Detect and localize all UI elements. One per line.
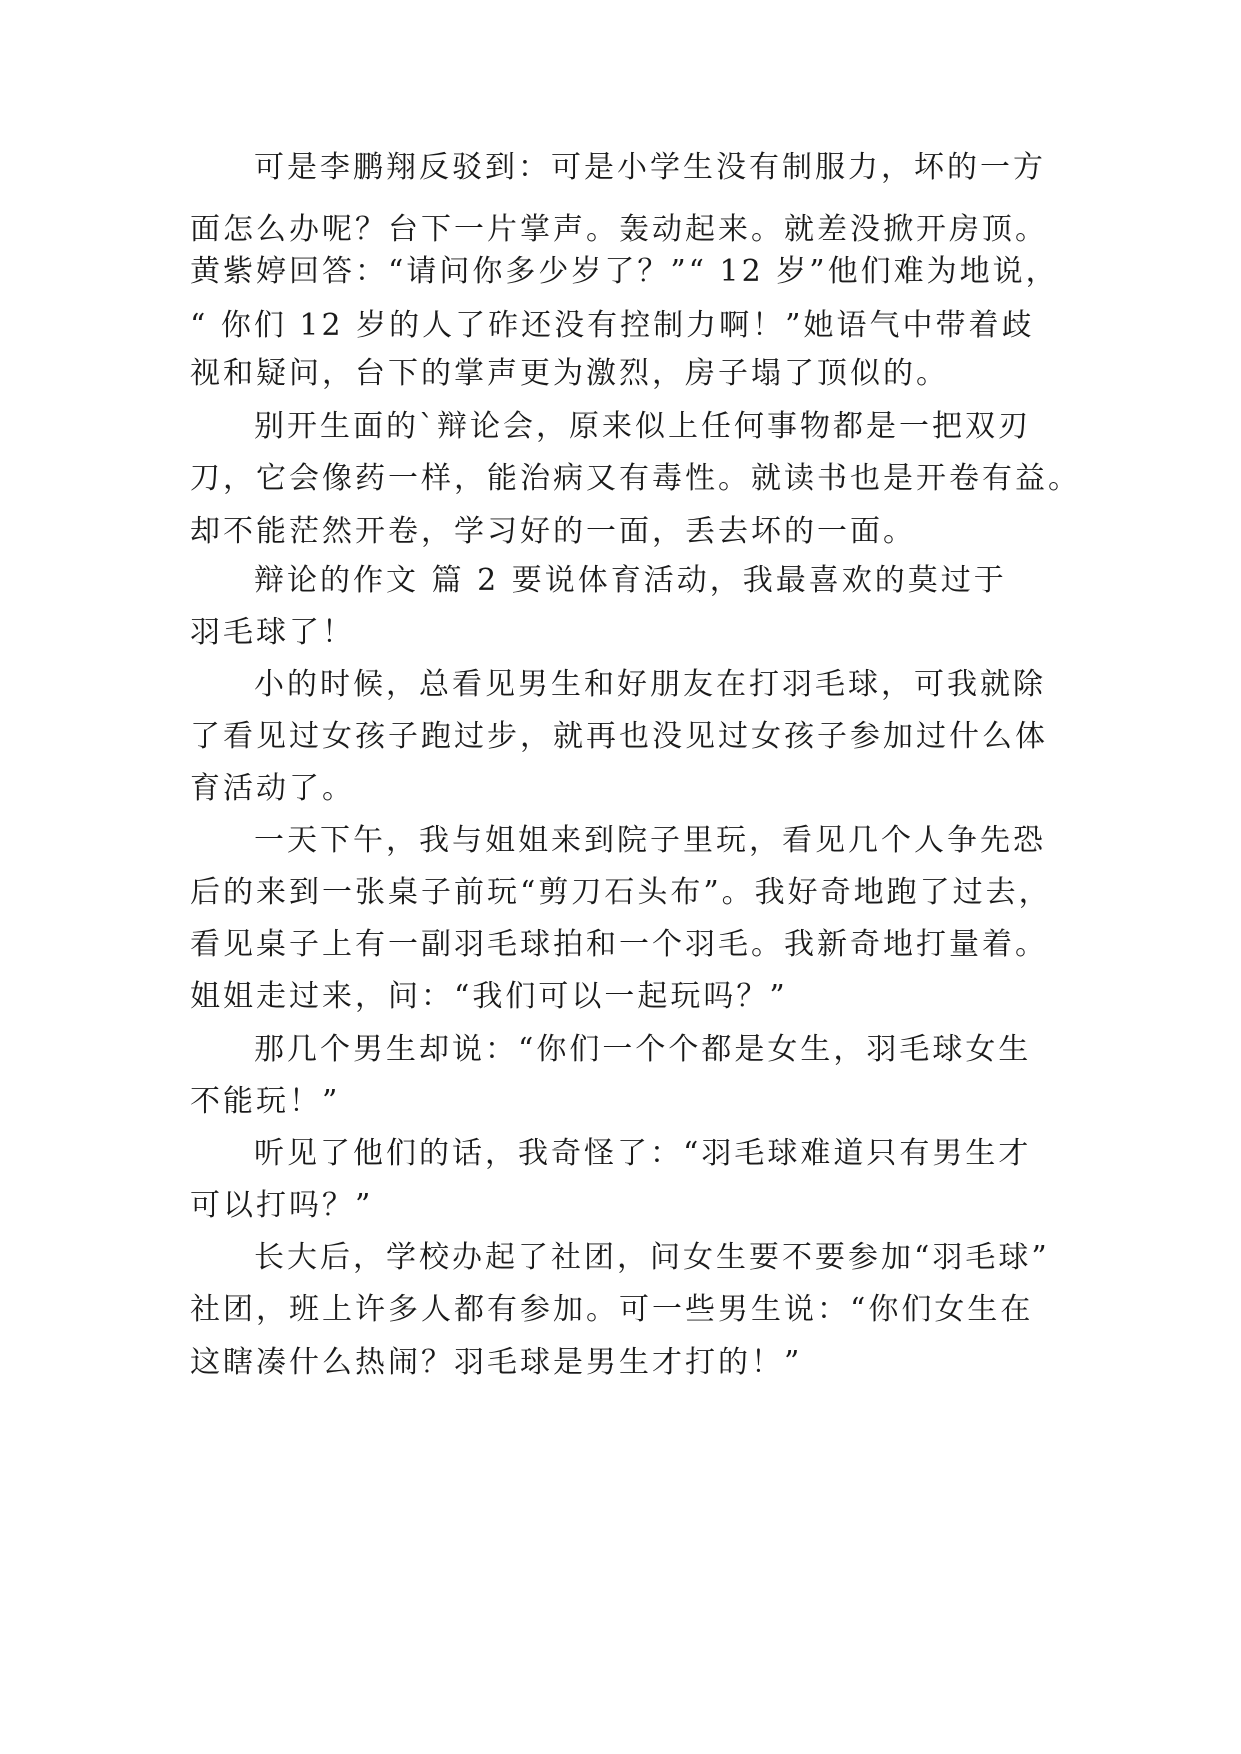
text-line: 可以打吗？” [190, 1188, 374, 1223]
text-line: 那几个男生却说：“你们一个个都是女生，羽毛球女生 [254, 1032, 1032, 1067]
text-line: 姐姐走过来，问：“我们可以一起玩吗？” [190, 979, 788, 1014]
text-line: 小的时候，总看见男生和好朋友在打羽毛球，可我就除 [254, 667, 1046, 702]
text-line: 面怎么办呢？台下一片掌声。轰动起来。就差没掀开房顶。 [190, 212, 1048, 247]
text-line: 一天下午，我与姐姐来到院子里玩，看见几个人争先恐 [254, 823, 1046, 858]
text-line: 可是李鹏翔反驳到：可是小学生没有制服力，坏的一方 [254, 150, 1046, 185]
text-line: 黄紫婷回答：“请问你多少岁了？”“ 12 岁”他们难为地说， [190, 254, 1059, 289]
text-line: 辩论的作文 篇 2 要说体育活动，我最喜欢的莫过于 [254, 563, 1007, 598]
text-line: 后的来到一张桌子前玩“剪刀石头布”。我好奇地跑了过去， [190, 875, 1052, 910]
text-line: 了看见过女孩子跑过步，就再也没见过女孩子参加过什么体 [190, 719, 1048, 754]
text-line: 社团，班上许多人都有参加。可一些男生说：“你们女生在 [190, 1292, 1034, 1327]
text-line: 听见了他们的话，我奇怪了：“羽毛球难道只有男生才 [254, 1136, 1032, 1171]
text-line: 育活动了。 [190, 771, 355, 806]
text-line: 别开生面的`辩论会，原来似上任何事物都是一把双刃 [254, 409, 1031, 444]
text-line: 视和疑问，台下的掌声更为激烈，房子塌了顶似的。 [190, 356, 949, 391]
text-line: 刀，它会像药一样，能治病又有毒性。就读书也是开卷有益。 [190, 461, 1081, 496]
text-line: 羽毛球了！ [190, 615, 355, 650]
text-line: “ 你们 12 岁的人了砟还没有控制力啊！”她语气中带着歧 [190, 308, 1035, 343]
text-line: 长大后，学校办起了社团，问女生要不要参加“羽毛球” [254, 1240, 1050, 1275]
text-line: 不能玩！” [190, 1084, 341, 1119]
text-line: 这瞎凑什么热闹？羽毛球是男生才打的！” [190, 1345, 803, 1380]
text-line: 看见桌子上有一副羽毛球拍和一个羽毛。我新奇地打量着。 [190, 927, 1048, 962]
text-line: 却不能茫然开卷，学习好的一面，丢去坏的一面。 [190, 514, 916, 549]
